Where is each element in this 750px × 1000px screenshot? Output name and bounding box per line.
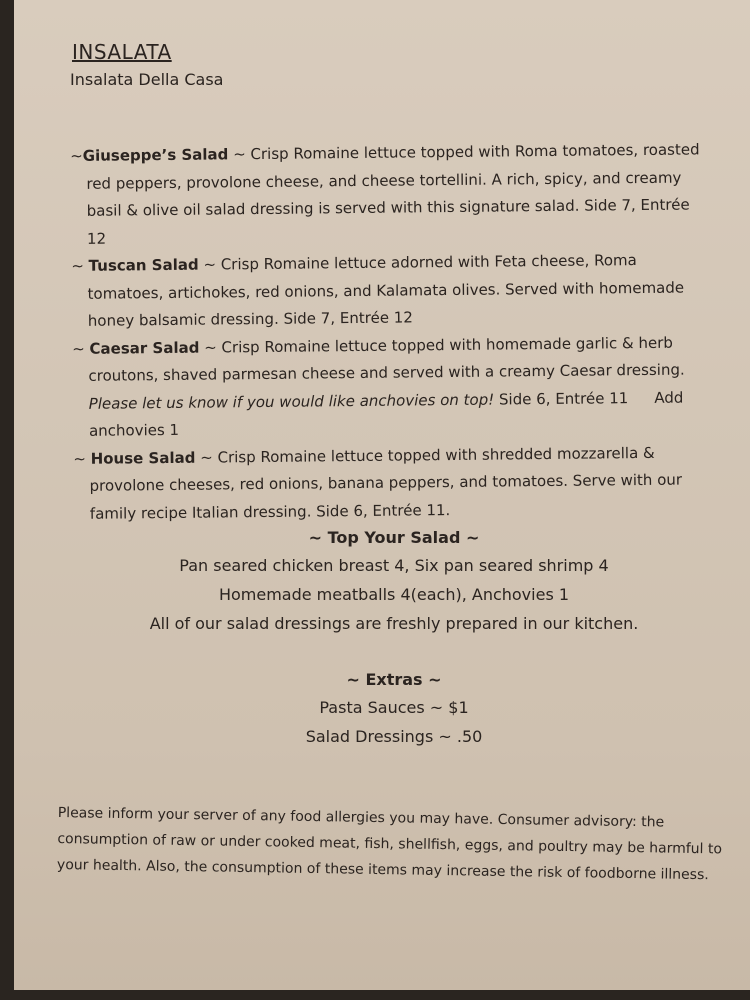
item-description: ~ Crisp Romaine lettuce topped with shredded mozzarella & provolone cheeses, red onions, banana peppers, and tomatoes. Serve with our family recipe Italian dressing. Side 6, Entrée 11.	[89, 443, 683, 523]
topping-line: Pan seared chicken breast 4, Six pan seared shrimp 4	[179, 556, 609, 575]
top-your-salad-title: ~ Top Your Salad ~	[308, 528, 480, 547]
item-description: ~ Crisp Romaine lettuce topped with homemade garlic & herb croutons, shaved parmesan cheese and served with a creamy Caesar dressing.	[88, 333, 685, 385]
extras-line: Pasta Sauces ~ $1	[319, 698, 469, 717]
extras-section	[44, 667, 744, 751]
item-prefix: ~	[71, 256, 89, 275]
section-subheading: Insalata Della Casa	[70, 70, 224, 89]
salad-list	[70, 136, 714, 528]
extras-title: ~ Extras ~	[346, 670, 442, 689]
item-description: ~ Crisp Romaine lettuce adorned with Feta cheese, Roma tomatoes, artichokes, red onions, and Kalamata olives. Served with homemade honey balsamic dressing. Side 7, Entrée 12	[87, 251, 685, 330]
item-prefix: ~	[73, 449, 91, 468]
consumer-advisory	[57, 800, 738, 889]
item-name: House Salad	[90, 448, 196, 468]
topping-line: Homemade meatballs 4(each), Anchovies 1	[218, 585, 570, 604]
item-name: Tuscan Salad	[88, 255, 199, 275]
item-price: Side 6, Entrée 11	[494, 388, 629, 409]
item-prefix: ~	[72, 339, 90, 358]
menu-item-caesar-salad	[72, 329, 713, 446]
dressing-note: All of our salad dressings are freshly prepared in our kitchen.	[149, 614, 639, 633]
item-note: Please let us know if you would like anchovies on top!	[88, 390, 495, 413]
menu-item-tuscan-salad	[71, 246, 712, 335]
extras-line: Salad Dressings ~ .50	[305, 727, 483, 746]
menu-item-house-salad	[73, 439, 714, 528]
section-heading: INSALATA	[72, 40, 172, 64]
item-addon: Add anchovies 1	[88, 388, 684, 440]
item-description: ~ Crisp Romaine lettuce topped with Roma tomatoes, roasted red peppers, provolone cheese, and cheese tortellini. A rich, spicy, and creamy basil & olive oil salad dressing is served with this signature salad. Side 7, Entrée 12	[86, 140, 700, 248]
item-name: Giuseppe’s Salad	[82, 145, 229, 165]
item-name: Caesar Salad	[89, 338, 200, 358]
advisory-text: Please inform your server of any food allergies you may have. Consumer advisory: the consumption of raw or under cooked meat, fish, shellfish, eggs, and poultry may be harmful to your health. Also, the consumption of these items may increase the risk of foodborne illness.	[56, 804, 723, 884]
top-your-salad-section	[44, 525, 744, 638]
item-prefix: ~	[70, 146, 83, 165]
menu-item-giuseppes-salad	[70, 136, 711, 253]
menu-page	[14, 0, 750, 990]
